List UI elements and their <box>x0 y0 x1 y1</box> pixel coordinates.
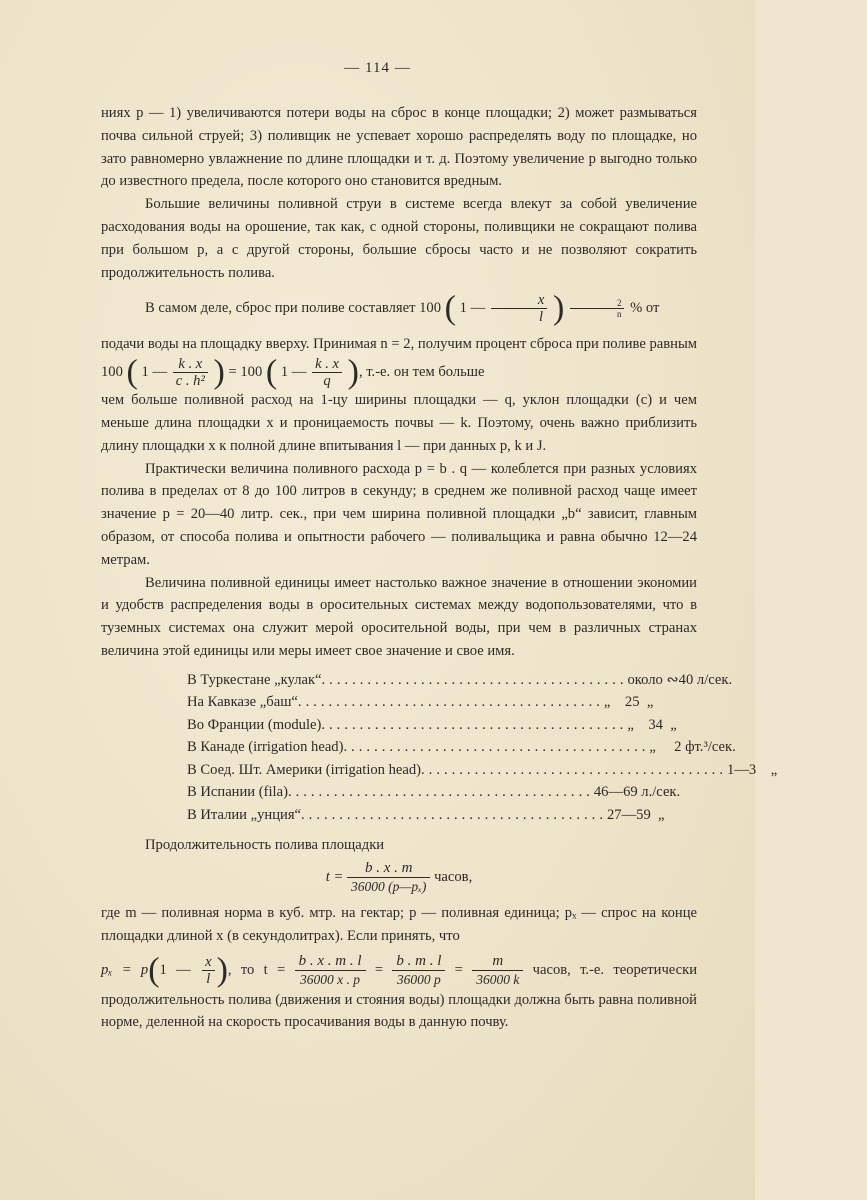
paragraph-8: pₓ = p(1 — $\frac{x}{l}$ ), то t = $\frac{b . x . m . l}{36000 x . p}$ = $\frac{b . m . l}{36000 p}$ = $\frac{m}{36000 k}$ часов, т.-е. теоретически продолжительность полива (движения и стояния воды) площадки должна быть равна поливной норме, деленной на скорость просачивания воды в данную почву. <box>101 951 698 1031</box>
leader-dots: ........................................ <box>297 694 604 711</box>
denominator: 36000 p <box>396 971 441 987</box>
unit-row <box>187 804 665 827</box>
leader-dots: ........................................ <box>301 806 607 823</box>
unit-value: 1—3 „ <box>726 761 778 778</box>
formula-lhs: t = <box>325 868 344 885</box>
denominator: 36000 k <box>476 971 520 987</box>
paren: ) <box>213 353 225 391</box>
unit-row <box>187 736 736 759</box>
unit-value: „ 25 „ <box>603 694 654 711</box>
units-list <box>187 669 778 827</box>
unit-name: На Кавказе „баш“ <box>187 694 298 711</box>
paren: ) <box>552 289 565 327</box>
unit-row <box>187 759 778 782</box>
unit-name: В Соед. Шт. Америки (irrigation head) <box>187 761 422 778</box>
text: В самом деле, сброс при поливе составляет 100 <box>145 300 442 317</box>
numerator: m <box>472 952 523 971</box>
text: часов, т.-е. теоретически продолжительность полива (движения и стояния воды) площадки должна быть равна поливной норме, деленной на скорость просачивания воды в данную почву. <box>101 961 698 1031</box>
paragraph-2: Большие величины поливной струи в системе всегда влекут за собой увеличение расходования воды на орошение, так как, с одной стороны, поливщики не сокращают полива при большом p, а с другой стороны, большие сбросы часто и не позволяют сократить продолжительность полива. <box>101 196 697 281</box>
fraction <box>347 859 430 896</box>
paragraph-5: Величина поливной единицы имеет настолько важное значение в отношении экономии и удобств распределения воды в оросительных системах между водопользователями, что в туземных системах она служит мерой оросительной воды, при чем в различных странах величина этой единицы или меры имеет свое значение и свое имя. <box>101 574 697 659</box>
unit-name: Во Франции (module) <box>187 716 322 733</box>
text: % от <box>630 300 660 317</box>
leader-dots: ........................................ <box>287 784 594 801</box>
fraction: $\frac{x}{l}$ <box>202 954 214 987</box>
numerator: b . x . m <box>347 859 430 878</box>
paren: ( <box>265 353 278 391</box>
leader-dots: ........................................ <box>421 761 727 778</box>
unit-name: В Канаде (irrigation head) <box>187 739 344 756</box>
unit-name: В Италии „унция“ <box>187 806 302 823</box>
exponent: $\frac{2}{n}$ <box>570 298 625 319</box>
fraction <box>392 952 445 989</box>
paragraph-3b: подачи воды на площадку вверху. Принимая n = 2, получим процент сброса при поливе равным 100 ( 1 — $\frac{k . x}{\text{c . h²}}$ ) = 100 ( 1 — $\frac{k . x}{q}$ ), т.-е. он тем больше <box>101 336 697 391</box>
paragraph-3a: В самом деле, сброс при поливе составляет 100 ( 1 — $\frac{x}{l}$ ) $\frac{2}{n}$ % от <box>145 289 660 327</box>
paren: ( <box>444 289 456 327</box>
paragraph-7: где m — поливная норма в куб. мтр. на гектар; p — поливная единица; pₓ — спрос на конце площадки длиной x (в секундолитрах). Если принять, что <box>101 905 697 944</box>
unit-row <box>187 714 677 737</box>
formula-1 <box>101 859 697 896</box>
leader-dots: ........................................ <box>321 716 628 733</box>
paren: ( <box>148 951 160 989</box>
denominator: 36000 x . p <box>300 971 361 987</box>
leader-dots: ........................................ <box>321 671 628 688</box>
unit: часов, <box>434 868 473 885</box>
paren: ( <box>126 353 138 391</box>
text: pₓ = p <box>101 961 149 978</box>
unit-row <box>187 781 681 804</box>
fraction <box>295 952 366 989</box>
text: , то t = <box>227 961 286 978</box>
unit-value: „ 34 „ <box>627 716 677 733</box>
paragraph-4: Практически величина поливного расхода p = b . q — колеблется при разных условиях полива в пределах от 8 до 100 литров в секунду; в среднем же поливной расход чаще имеет значение p = 20—40 литр. сек., при чем ширина поливной площадки „b“ зависит, главным образом, от способа полива и опытности рабочего — поливальщика и равна обычно 12—24 метрам. <box>101 460 697 568</box>
fraction <box>472 952 523 989</box>
paragraph-1: ниях p — 1) увеличиваются потери воды на сброс в конце площадки; 2) может размываться почва сильной струей; 3) поливщик не успевает хорошо распределять воду по площадке, но зато равномерно увлажнение по длине площадки и т. д. Поэтому увеличение p выгодно только до известного предела, после которого оно становится вредным. <box>101 105 697 190</box>
fraction: $\frac{k . x}{\text{c . h²}}$ <box>173 356 208 389</box>
unit-row <box>187 669 733 692</box>
numerator: b . x . m . l <box>295 952 366 971</box>
page-body <box>101 102 778 1042</box>
paragraph-6: Продолжительность полива площадки <box>145 837 385 854</box>
unit-value: „ 2 фт.³/сек. <box>649 739 736 756</box>
unit-value: 27—59 „ <box>606 806 665 823</box>
unit-name: В Испании (fila) <box>187 784 288 801</box>
leader-dots: ........................................ <box>343 739 650 756</box>
text: подачи воды на площадку вверху. Принимая n = 2, получим процент сброса при поливе равным 100 <box>101 336 697 381</box>
denominator: 36000 (p—pₓ) <box>350 879 427 895</box>
paragraph-3c: чем больше поливной расход на 1-цу ширины площадки — q, уклон площадки (c) и чем меньше длина площадки x и проницаемость почвы — k. Поэтому, очень важно приблизить длину площадки x к полной длине впитывания l — при данных p, k и J. <box>101 392 697 454</box>
unit-value: около ∾40 л/сек. <box>627 671 733 688</box>
page-number: — 114 — <box>344 60 411 76</box>
text: = 100 <box>228 364 263 381</box>
paren: ) <box>216 951 228 989</box>
fraction: $\frac{k . x}{q}$ <box>312 356 342 389</box>
text: , т.-е. он тем больше <box>358 364 485 381</box>
unit-row <box>187 691 654 714</box>
paren: ) <box>347 353 359 391</box>
unit-name: В Туркестане „кулак“ <box>187 671 322 688</box>
unit-value: 46—69 л./сек. <box>593 784 681 801</box>
fraction: $\frac{x}{l}$ <box>491 292 547 325</box>
numerator: b . m . l <box>392 952 445 971</box>
